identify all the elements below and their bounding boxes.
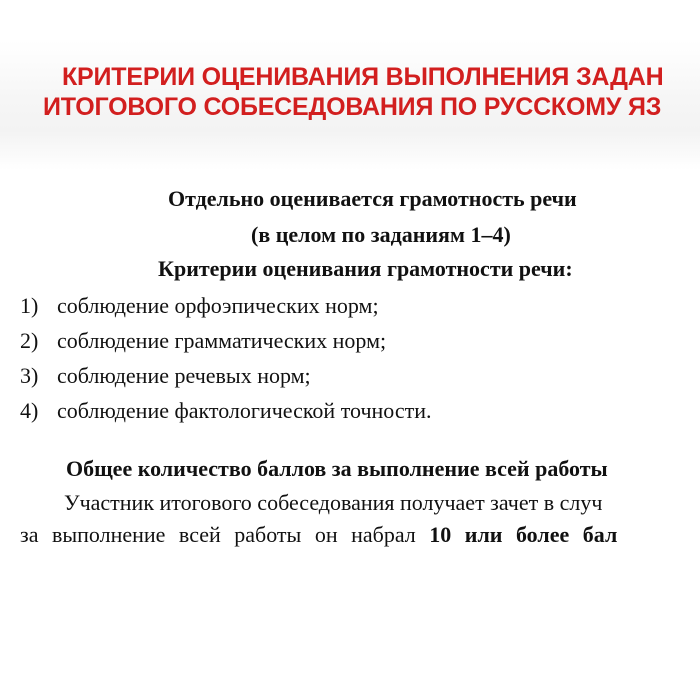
- criteria-number: 4): [20, 398, 39, 423]
- criteria-number: 3): [20, 363, 39, 388]
- subheading-speech-literacy: Отдельно оценивается грамотность речи: [168, 186, 577, 211]
- paragraph-line-1: Участник итогового собеседования получает зачет в случ: [64, 490, 603, 515]
- criteria-text: соблюдение грамматических норм;: [57, 328, 387, 353]
- subheading-criteria: Критерии оценивания грамотности речи:: [158, 256, 573, 281]
- paragraph-line-2-bold: 10 или более бал: [429, 522, 618, 547]
- paragraph-line-2: [20, 522, 617, 548]
- criteria-text: соблюдение речевых норм;: [57, 363, 311, 388]
- criteria-item: [20, 393, 431, 428]
- criteria-text: соблюдение орфоэпических норм;: [57, 293, 379, 318]
- criteria-list: [20, 288, 431, 428]
- subheading-tasks-range: (в целом по заданиям 1–4): [251, 222, 511, 247]
- criteria-item: [20, 288, 431, 323]
- slide-title: [0, 62, 664, 122]
- paragraph-line-2-text: за выполнение всей работы он набрал: [20, 522, 430, 547]
- criteria-number: 2): [20, 328, 39, 353]
- criteria-number: 1): [20, 293, 39, 318]
- criteria-text: соблюдение фактологической точности.: [57, 398, 432, 423]
- title-line-2: ИТОГОВОГО СОБЕСЕДОВАНИЯ ПО РУССКОМУ ЯЗ: [43, 93, 662, 121]
- criteria-item: [20, 323, 431, 358]
- summary-heading: Общее количество баллов за выполнение всей работы: [66, 456, 608, 481]
- criteria-item: [20, 358, 431, 393]
- title-line-1: КРИТЕРИИ ОЦЕНИВАНИЯ ВЫПОЛНЕНИЯ ЗАДАН: [62, 63, 664, 91]
